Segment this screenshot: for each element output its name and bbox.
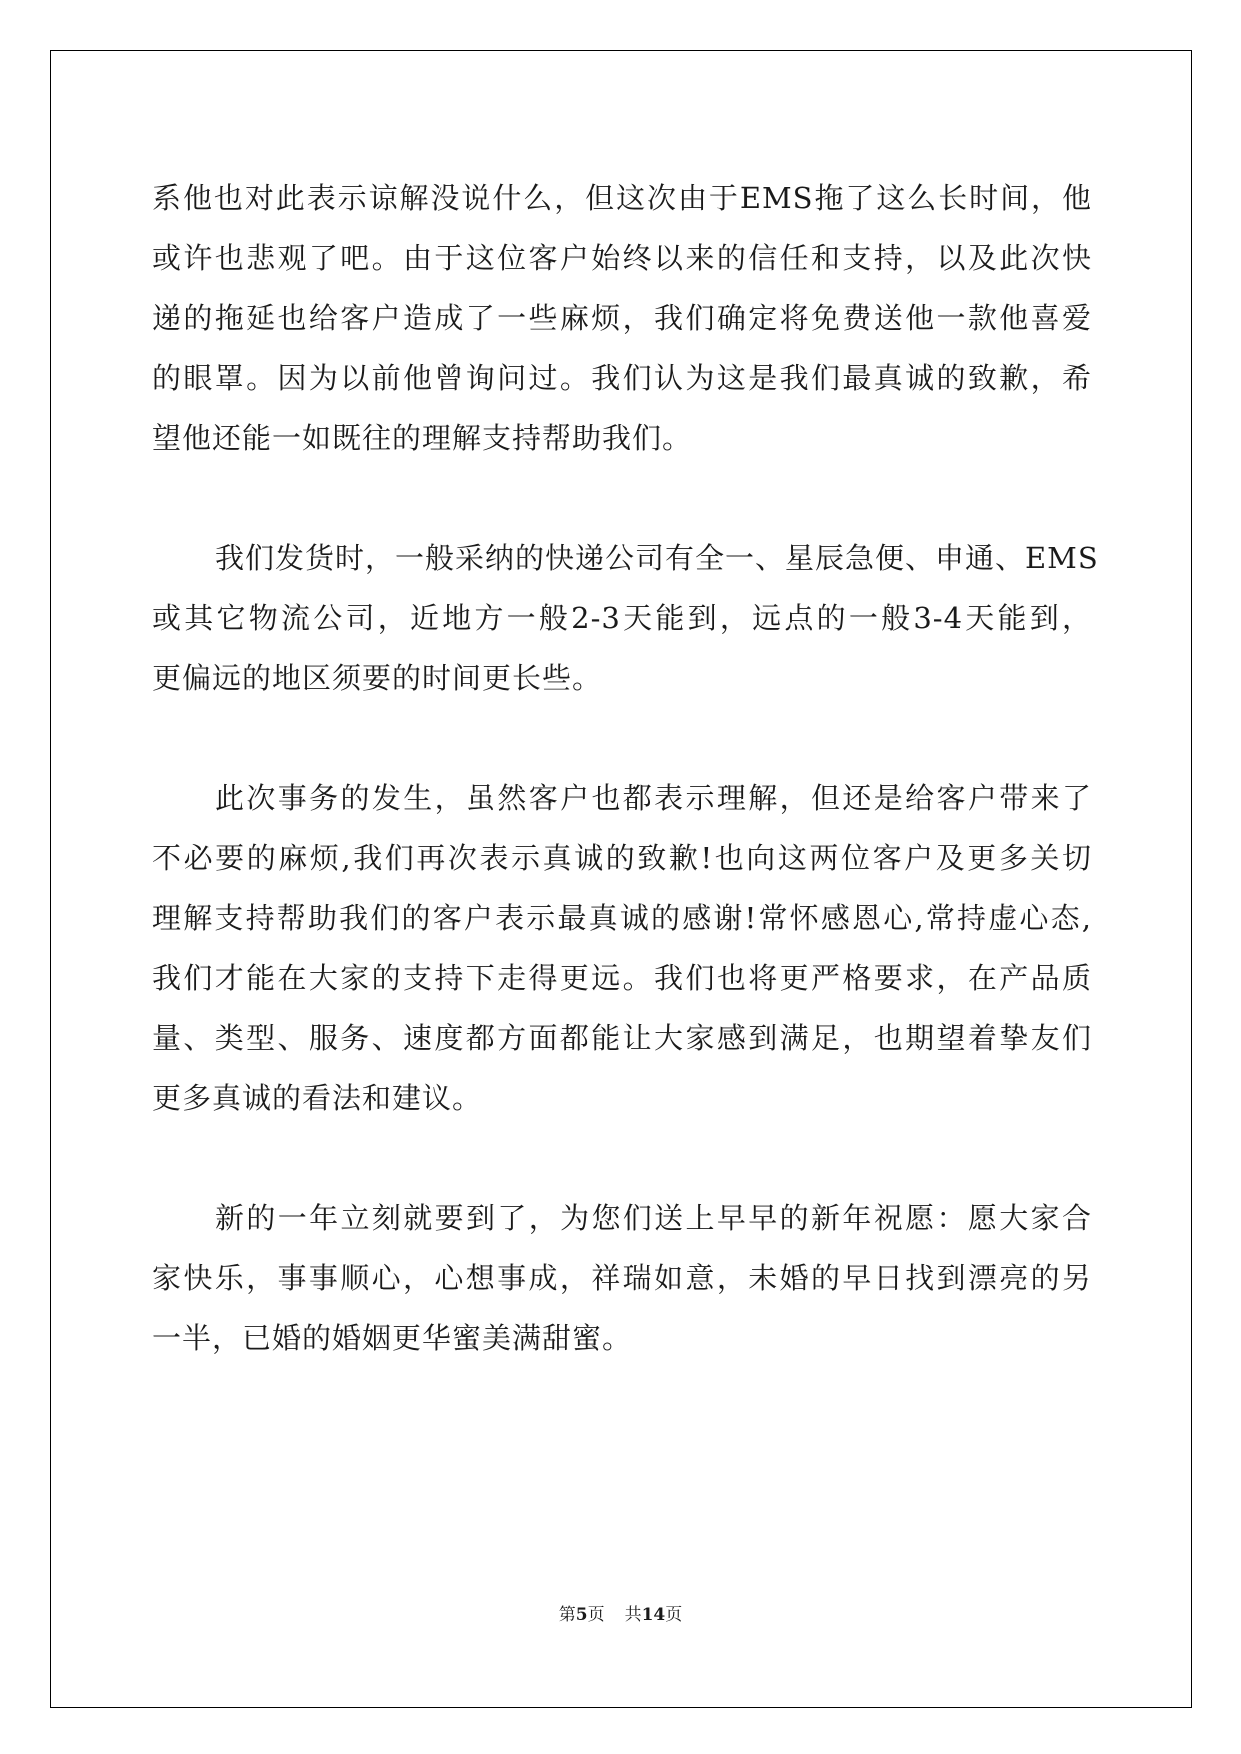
paragraph <box>152 168 1092 468</box>
text-line: 或其它物流公司，近地方一般2-3天能到，远点的一般3-4天能到， <box>152 601 1092 635</box>
text-line: 此次事务的发生，虽然客户也都表示理解，但还是给客户带来了 <box>215 781 1092 815</box>
text-line: 不必要的麻烦,我们再次表示真诚的致歉!也向这两位客户及更多关切 <box>152 841 1092 875</box>
text-line: 新的一年立刻就要到了，为您们送上早早的新年祝愿：愿大家合 <box>215 1201 1092 1235</box>
document-body <box>152 168 1099 1368</box>
page-number: 5 <box>575 1605 588 1625</box>
page-label-suffix: 页 <box>587 1605 605 1625</box>
paragraph <box>152 528 1099 708</box>
total-label-suffix: 页 <box>665 1605 683 1625</box>
text-line: 一半，已婚的婚姻更华蜜美满甜蜜。 <box>152 1321 633 1355</box>
text-line: 家快乐，事事顺心，心想事成，祥瑞如意，未婚的早日找到漂亮的另 <box>152 1261 1092 1295</box>
total-pages: 14 <box>641 1605 666 1625</box>
text-line: 递的拖延也给客户造成了一些麻烦，我们确定将免费送他一款他喜爱 <box>152 301 1092 335</box>
text-line: 系他也对此表示谅解没说什么，但这次由于EMS拖了这么长时间，他 <box>152 181 1092 215</box>
text-line: 理解支持帮助我们的客户表示最真诚的感谢!常怀感恩心,常持虚心态, <box>152 901 1092 935</box>
total-label-prefix: 共 <box>624 1605 642 1625</box>
text-line: 我们才能在大家的支持下走得更远。我们也将更严格要求，在产品质 <box>152 961 1092 995</box>
text-line: 更偏远的地区须要的时间更长些。 <box>152 661 603 695</box>
page-label-prefix: 第 <box>558 1605 576 1625</box>
paragraph <box>152 768 1092 1128</box>
paragraph <box>152 1188 1092 1368</box>
text-line: 望他还能一如既往的理解支持帮助我们。 <box>152 421 693 455</box>
text-line: 的眼罩。因为以前他曾询问过。我们认为这是我们最真诚的致歉，希 <box>152 361 1092 395</box>
text-line: 更多真诚的看法和建议。 <box>152 1081 483 1115</box>
text-line: 或许也悲观了吧。由于这位客户始终以来的信任和支持，以及此次快 <box>152 241 1092 275</box>
text-line: 量、类型、服务、速度都方面都能让大家感到满足，也期望着挚友们 <box>152 1021 1092 1055</box>
text-line: 我们发货时，一般采纳的快递公司有全一、星辰急便、申通、EMS <box>215 541 1099 575</box>
page-footer <box>0 1600 1241 1625</box>
